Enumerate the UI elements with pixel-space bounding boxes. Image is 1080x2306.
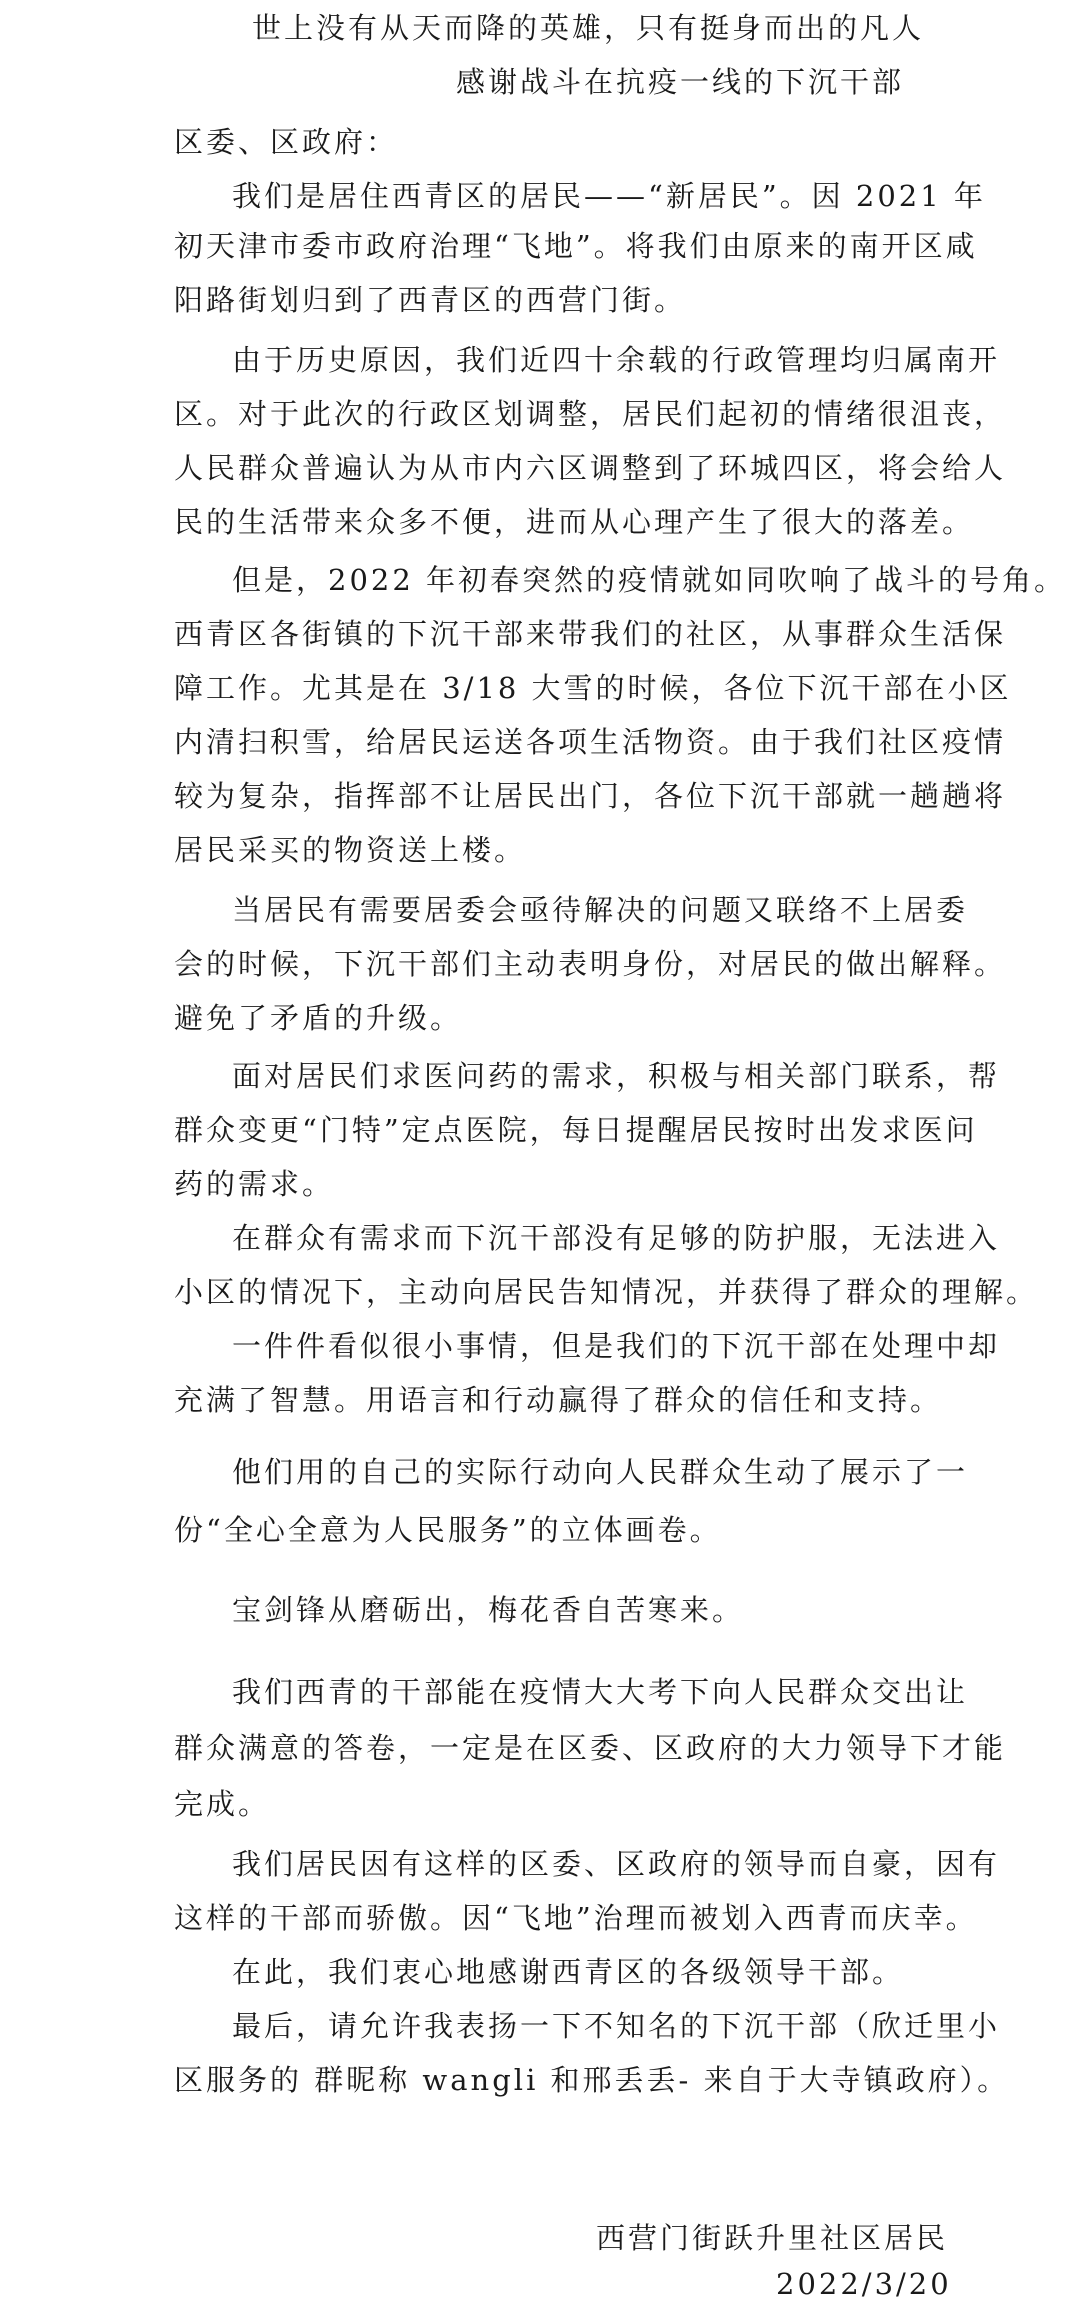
paragraph-line: 当居民有需要居委会亟待解决的问题又联络不上居委 [232, 893, 969, 927]
paragraph-line: 这样的干部而骄傲。因“飞地”治理而被划入西青而庆幸。 [174, 1901, 978, 1935]
paragraph-line: 初天津市委市政府治理“飞地”。将我们由原来的南开区咸 [174, 229, 978, 263]
paragraph-line: 区服务的 群昵称 wangli 和邢丢丢- 来自于大寺镇政府）。 [174, 2063, 1010, 2097]
paragraph-line: 在群众有需求而下沉干部没有足够的防护服，无法进入 [232, 1221, 1001, 1255]
paragraph-line: 宝剑锋从磨砺出，梅花香自苦寒来。 [232, 1593, 745, 1627]
paragraph-line: 份“全心全意为人民服务”的立体画卷。 [174, 1513, 722, 1547]
paragraph-line: 避免了矛盾的升级。 [174, 1001, 463, 1035]
paragraph-line: 区。对于此次的行政区划调整，居民们起初的情绪很沮丧， [174, 397, 1007, 431]
paragraph-line: 群众变更“门特”定点医院，每日提醒居民按时出发求医问 [174, 1113, 978, 1147]
paragraph-line: 但是，2022 年初春突然的疫情就如同吹响了战斗的号角。 [232, 563, 1067, 597]
paragraph-line: 面对居民们求医问药的需求，积极与相关部门联系，帮 [232, 1059, 1001, 1093]
salutation: 区委、区政府： [174, 125, 399, 159]
paragraph-line: 群众满意的答卷，一定是在区委、区政府的大力领导下才能 [174, 1731, 1007, 1765]
paragraph-line: 会的时候，下沉干部们主动表明身份，对居民的做出解释。 [174, 947, 1007, 981]
paragraph-line: 居民采买的物资送上楼。 [174, 833, 527, 867]
paragraph-line: 人民群众普遍认为从市内六区调整到了环城四区，将会给人 [174, 451, 1007, 485]
paragraph-line: 他们用的自己的实际行动向人民群众生动了展示了一 [232, 1455, 969, 1489]
paragraph-line: 最后，请允许我表扬一下不知名的下沉干部（欣迁里小 [232, 2009, 1001, 2043]
signature: 西营门街跃升里社区居民 [596, 2221, 949, 2255]
paragraph-line: 在此，我们衷心地感谢西青区的各级领导干部。 [232, 1955, 905, 1989]
date: 2022/3/20 [776, 2267, 952, 2301]
paragraph-line: 较为复杂，指挥部不让居民出门，各位下沉干部就一趟趟将 [174, 779, 1007, 813]
paragraph-line: 一件件看似很小事情，但是我们的下沉干部在处理中却 [232, 1329, 1001, 1363]
paragraph-line: 小区的情况下，主动向居民告知情况，并获得了群众的理解。 [174, 1275, 1039, 1309]
paragraph-line: 我们是居住西青区的居民——“新居民”。因 2021 年 [232, 179, 986, 213]
paragraph-line: 我们居民因有这样的区委、区政府的领导而自豪，因有 [232, 1847, 1001, 1881]
paragraph-line: 内清扫积雪，给居民运送各项生活物资。由于我们社区疫情 [174, 725, 1007, 759]
paragraph-line: 西青区各街镇的下沉干部来带我们的社区，从事群众生活保 [174, 617, 1007, 651]
paragraph-line: 充满了智慧。用语言和行动赢得了群众的信任和支持。 [174, 1383, 943, 1417]
paragraph-line: 我们西青的干部能在疫情大大考下向人民群众交出让 [232, 1675, 969, 1709]
paragraph-line: 药的需求。 [174, 1167, 335, 1201]
paragraph-line: 障工作。尤其是在 3/18 大雪的时候，各位下沉干部在小区 [174, 671, 1012, 705]
paragraph-line: 由于历史原因，我们近四十余载的行政管理均归属南开 [232, 343, 1001, 377]
title-line-2: 感谢战斗在抗疫一线的下沉干部 [456, 65, 905, 99]
paragraph-line: 民的生活带来众多不便，进而从心理产生了很大的落差。 [174, 505, 975, 539]
paragraph-line: 完成。 [174, 1787, 271, 1821]
paragraph-line: 阳路街划归到了西青区的西营门街。 [174, 283, 687, 317]
title-line-1: 世上没有从天而降的英雄，只有挺身而出的凡人 [252, 11, 925, 45]
